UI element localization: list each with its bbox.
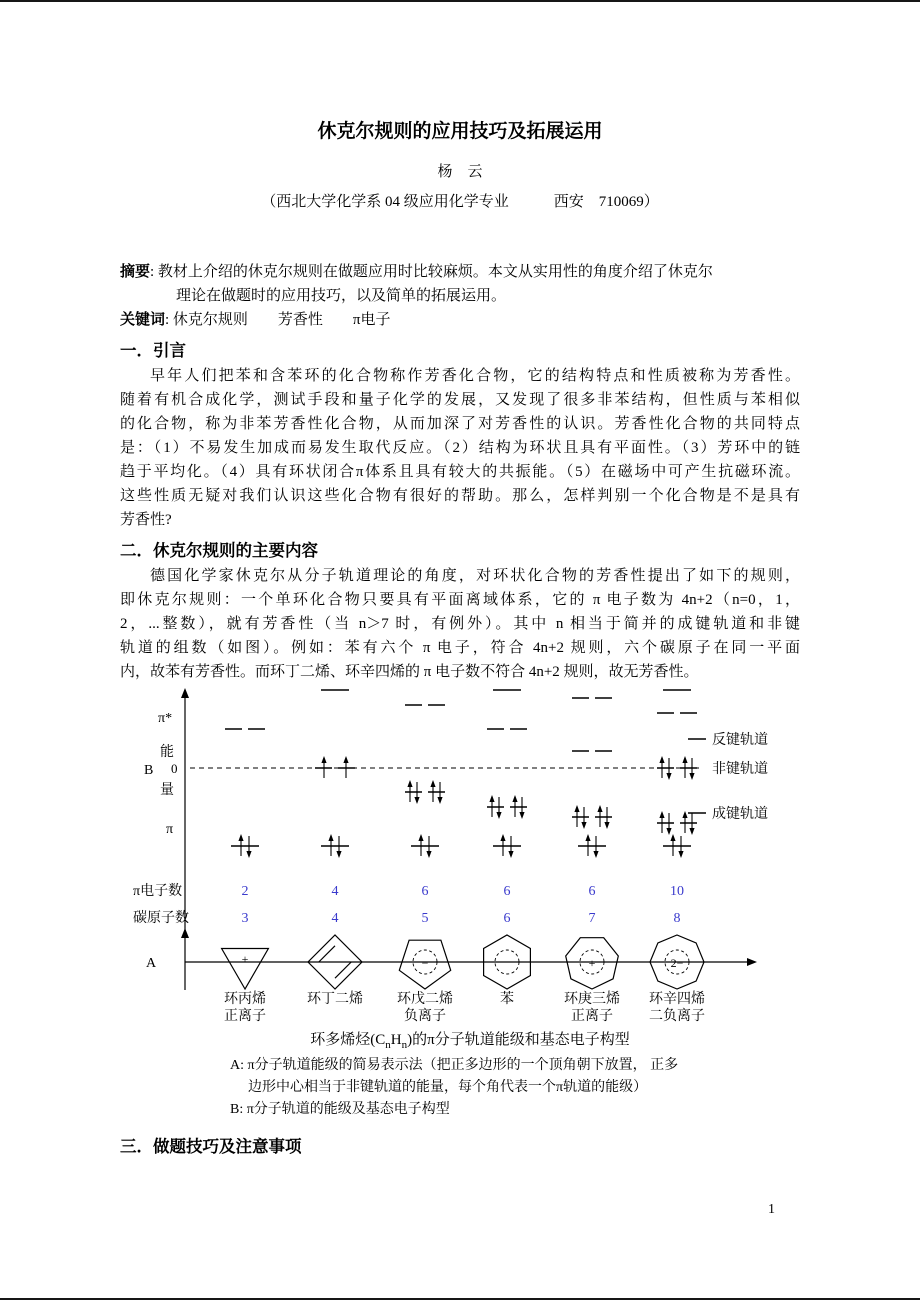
molecule-name: 环丙烯 (224, 992, 266, 1007)
figure-caption (120, 1028, 820, 1050)
abstract-text-1: : 教材上介绍的休克尔规则在做题应用时比较麻烦。本文从实用性的角度介绍了休克尔 (150, 264, 713, 280)
paper-author: 杨 云 (437, 164, 483, 180)
electron-arrow-head (678, 851, 683, 858)
molecule-name: 正离子 (224, 1009, 266, 1024)
molecule-axis-right-arrowhead (747, 958, 757, 966)
energy-label-char1: 能 (160, 745, 174, 760)
pi-electron-count: 2 (241, 884, 249, 899)
molecule-name: 苯 (500, 992, 514, 1007)
pi-electron-count: 6 (421, 884, 429, 899)
molecule-name: 正离子 (571, 1009, 613, 1024)
nonbonding-label: 非键轨道 (712, 762, 768, 777)
pi-label: π (166, 822, 174, 837)
electron-arrow-head (508, 851, 513, 858)
text-line: 趋于平均化。（4）具有环状闭合π体系且具有较大的共振能。（5）在磁场中可产生抗磁环流。 (120, 464, 800, 480)
section-heading-1: 一．引言 (120, 341, 186, 360)
electron-arrow-head (414, 797, 419, 804)
electron-arrow-head (336, 851, 341, 858)
charge-label: + (588, 956, 596, 970)
electron-arrow-head (500, 834, 505, 841)
generated-diagram-layer (222, 690, 705, 1024)
text-line: 轨道的组数（如图）。例如：苯有六个 π 电子，符合 4n+2 规则，六个碳原子在同一平面 (120, 640, 800, 656)
diagram-a-label: A (146, 956, 157, 971)
text-line: 内，故苯有芳香性。而环丁二烯、环辛四烯的 π 电子数不符合 4n+2 规则，故无芳香性。 (120, 664, 699, 680)
caption-post: )的π分子轨道能级和基态电子构型 (407, 1032, 630, 1048)
electron-arrow-head (574, 805, 579, 812)
page-content (120, 0, 800, 684)
charge-label: − (421, 956, 429, 970)
molecule-name: 环庚三烯 (564, 992, 620, 1007)
electron-arrow-head (496, 812, 501, 819)
paper-title: 休克尔规则的应用技巧及拓展运用 (317, 121, 603, 142)
charge-label: + (241, 952, 249, 966)
text-line: 芳香性? (120, 512, 172, 528)
pi-electron-count: 6 (588, 884, 596, 899)
figure-note-b: B: π分子轨道的能级及基态电子构型 (230, 1102, 450, 1117)
electron-arrow-head (659, 811, 664, 818)
energy-label-char2: 量 (160, 783, 174, 798)
electron-arrow-head (666, 828, 671, 835)
paper-affiliation: （西北大学化学系 04 级应用化学专业 西安 710069） (261, 194, 659, 210)
pi-electron-count: 10 (670, 884, 684, 899)
electron-arrow-head (593, 851, 598, 858)
caption-sub2: n (401, 1039, 408, 1051)
abstract-line-2: 理论在做题时的应用技巧，以及简单的拓展运用。 (176, 288, 507, 304)
section-heading-2: 二．休克尔规则的主要内容 (120, 541, 318, 560)
abstract-line-1 (120, 260, 800, 284)
electron-arrow-head (666, 773, 671, 780)
carbon-count: 6 (503, 911, 511, 926)
molecule-axis-up-arrowhead (181, 928, 189, 938)
molecule-name: 负离子 (404, 1009, 446, 1024)
molecule-name: 环丁二烯 (307, 992, 363, 1007)
section-heading-3: 三．做题技巧及注意事项 (120, 1137, 302, 1156)
electron-arrow-head (246, 851, 251, 858)
energy-axis-arrowhead (181, 688, 189, 698)
caption-mid: H (390, 1032, 402, 1048)
text-line: 即休克尔规则：一个单环化合物只要具有平面离域体系，它的 π 电子数为 4n+2（n=0，1， (120, 592, 800, 608)
electron-arrow-head (426, 851, 431, 858)
keywords-label: 关键词 (120, 312, 166, 328)
carbon-count: 7 (588, 911, 596, 926)
figure-note-a-line1: A: π分子轨道能级的简易表示法（把正多边形的一个顶角朝下放置， 正多 (230, 1058, 679, 1073)
electron-arrow-head (430, 780, 435, 787)
electron-arrow-head (689, 773, 694, 780)
electron-arrow-head (670, 834, 675, 841)
electron-arrow-head (659, 756, 664, 763)
electron-arrow-head (437, 797, 442, 804)
keywords-text: : 休克尔规则 芳香性 π电子 (165, 312, 391, 328)
pi-electron-count: 4 (331, 884, 339, 899)
electron-arrow-head (581, 822, 586, 829)
charge-label: 2− (670, 956, 684, 970)
abstract-label: 摘要 (120, 264, 151, 280)
text-line: 2，...整数），就有芳香性（当 n＞7 时，有例外）。其中 n 相当于简并的成键轨道和非键 (120, 616, 800, 632)
electron-arrow-head (321, 756, 326, 763)
electron-arrow-head (418, 834, 423, 841)
figure-note-a-line2: 边形中心相当于非键轨道的能量，每个角代表一个π轨道的能级） (248, 1080, 648, 1095)
zero-label: 0 (171, 761, 178, 776)
electron-arrow-head (597, 805, 602, 812)
antibonding-label: 反键轨道 (712, 733, 768, 748)
electron-arrow-head (489, 795, 494, 802)
keywords-line (120, 308, 800, 332)
text-line: 早年人们把苯和含苯环的化合物称作芳香化合物，它的结构特点和性质被称为芳香性。 (150, 368, 800, 384)
electron-arrow-head (604, 822, 609, 829)
carbon-row-label: 碳原子数 (133, 911, 189, 926)
text-line: 的化合物，称为非苯芳香性化合物，从而加深了对芳香性的认识。芳香性化合物的共同特点 (120, 416, 800, 432)
electron-arrow-head (407, 780, 412, 787)
section-1-paragraph (120, 364, 800, 532)
electron-arrow-head (238, 834, 243, 841)
diagram-b-label: B (144, 763, 154, 778)
molecule-name: 二负离子 (649, 1009, 705, 1024)
caption-sub1: n (385, 1039, 391, 1051)
orbital-diagram-figure (120, 678, 820, 1140)
text-line: 德国化学家休克尔从分子轨道理论的角度，对环状化合物的芳香性提出了如下的规则， (150, 568, 800, 584)
electron-arrow-head (519, 812, 524, 819)
molecule-name: 环辛四烯 (649, 992, 705, 1007)
carbon-count: 8 (673, 911, 681, 926)
carbon-count: 4 (331, 911, 339, 926)
pi-electron-count: 6 (503, 884, 511, 899)
electron-arrow-head (328, 834, 333, 841)
electron-arrow-head (585, 834, 590, 841)
electron-arrow-head (689, 828, 694, 835)
caption-pre: 环多烯烃(C (310, 1032, 386, 1048)
electron-arrow-head (512, 795, 517, 802)
carbon-count: 5 (421, 911, 429, 926)
electron-arrow-head (682, 811, 687, 818)
molecule-name: 环戊二烯 (397, 992, 453, 1007)
page-edge-bottom (0, 1298, 920, 1300)
pi-electron-row-label: π电子数 (133, 884, 183, 899)
section-2-paragraph (120, 564, 800, 684)
abstract-block (120, 260, 800, 332)
carbon-count: 3 (241, 911, 249, 926)
electron-arrow-head (343, 756, 348, 763)
page-number: 1 (768, 1202, 775, 1217)
text-line: 这些性质无疑对我们认识这些化合物有很好的帮助。那么，怎样判别一个化合物是不是具有 (120, 488, 800, 504)
electron-arrow-head (682, 756, 687, 763)
pi-star-label: π* (158, 711, 173, 726)
text-line: 是：（1）不易发生加成而易发生取代反应。（2）结构为环状且具有平面性。（3）芳环中的链 (120, 440, 800, 456)
text-line: 随着有机合成化学，测试手段和量子化学的发展，又发现了很多非苯结构，但性质与苯相似 (120, 392, 800, 408)
bonding-label: 成键轨道 (712, 807, 768, 822)
